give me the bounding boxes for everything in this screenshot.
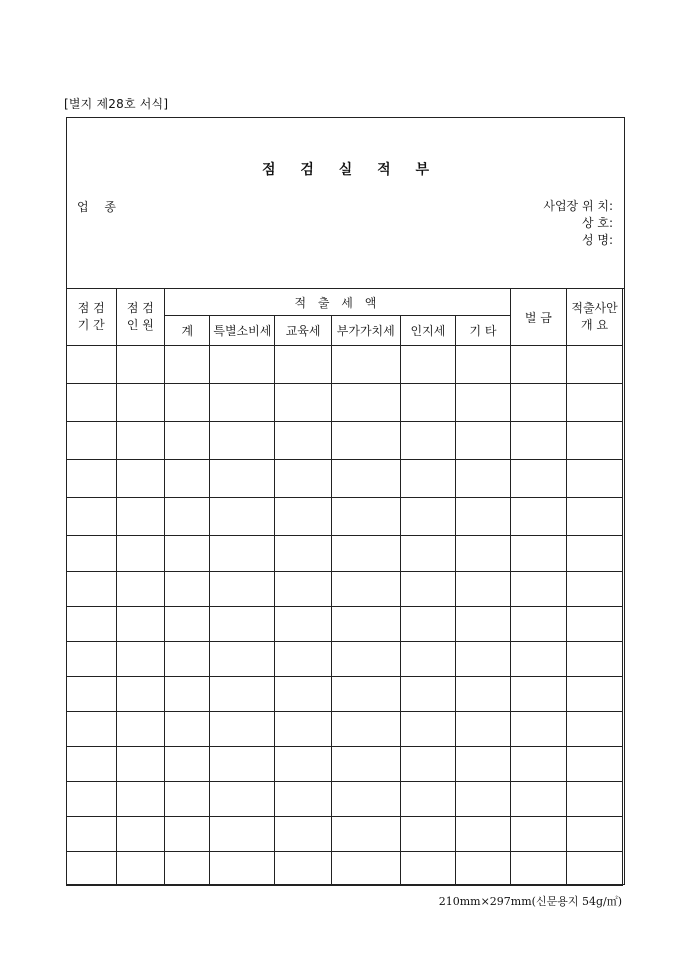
table-cell[interactable] bbox=[400, 852, 456, 886]
period-header-line1: 점 검 bbox=[77, 301, 105, 315]
table-cell[interactable] bbox=[331, 346, 400, 384]
table-cell[interactable] bbox=[567, 782, 623, 817]
table-cell[interactable] bbox=[275, 460, 332, 498]
period-header-line2: 기 간 bbox=[77, 318, 105, 332]
table-cell[interactable] bbox=[331, 536, 400, 572]
paper-spec-footer: 210mm×297mm(신문용지 54g/㎡) bbox=[438, 895, 622, 908]
table-cell[interactable] bbox=[210, 536, 275, 572]
table-cell[interactable] bbox=[275, 642, 332, 677]
table-cell[interactable] bbox=[567, 817, 623, 852]
table-cell[interactable] bbox=[400, 712, 456, 747]
table-cell[interactable] bbox=[510, 782, 566, 817]
table-cell[interactable] bbox=[400, 677, 456, 712]
table-cell[interactable] bbox=[116, 346, 165, 384]
fine-header: 벌 금 bbox=[510, 289, 566, 346]
table-cell[interactable] bbox=[510, 498, 566, 536]
table-cell[interactable] bbox=[116, 422, 165, 460]
table-cell[interactable] bbox=[510, 460, 566, 498]
table-cell[interactable] bbox=[67, 852, 117, 886]
table-cell[interactable] bbox=[67, 498, 117, 536]
table-cell[interactable] bbox=[67, 607, 117, 642]
staff-header-line1: 점 검 bbox=[126, 301, 154, 315]
table-cell[interactable] bbox=[116, 782, 165, 817]
table-cell[interactable] bbox=[456, 536, 510, 572]
table-cell[interactable] bbox=[400, 572, 456, 607]
table-cell[interactable] bbox=[510, 852, 566, 886]
table-cell[interactable] bbox=[567, 384, 623, 422]
table-cell[interactable] bbox=[210, 642, 275, 677]
inspection-period-header bbox=[67, 289, 117, 346]
table-cell[interactable] bbox=[567, 642, 623, 677]
subheader-special-consumption-tax: 특별소비세 bbox=[210, 316, 275, 346]
inspection-record-form bbox=[66, 117, 625, 885]
table-cell[interactable] bbox=[165, 712, 210, 747]
table-cell[interactable] bbox=[275, 536, 332, 572]
table-cell[interactable] bbox=[400, 747, 456, 782]
table-cell[interactable] bbox=[67, 536, 117, 572]
table-cell[interactable] bbox=[456, 817, 510, 852]
subheader-other: 기 타 bbox=[456, 316, 510, 346]
table-row bbox=[67, 422, 623, 460]
table-cell[interactable] bbox=[510, 346, 566, 384]
subheader-value-added-tax: 부가가치세 bbox=[331, 316, 400, 346]
table-cell[interactable] bbox=[210, 460, 275, 498]
table-cell[interactable] bbox=[400, 642, 456, 677]
table-cell[interactable] bbox=[165, 384, 210, 422]
table-cell[interactable] bbox=[165, 852, 210, 886]
table-cell[interactable] bbox=[510, 572, 566, 607]
form-number-label: [별지 제28호 서식] bbox=[64, 97, 169, 111]
table-cell[interactable] bbox=[331, 572, 400, 607]
table-cell[interactable] bbox=[510, 677, 566, 712]
table-cell[interactable] bbox=[210, 712, 275, 747]
table-cell[interactable] bbox=[210, 607, 275, 642]
table-cell[interactable] bbox=[567, 536, 623, 572]
table-cell[interactable] bbox=[275, 817, 332, 852]
table-cell[interactable] bbox=[510, 712, 566, 747]
table-row bbox=[67, 852, 623, 886]
table-cell[interactable] bbox=[275, 747, 332, 782]
table-cell[interactable] bbox=[67, 747, 117, 782]
table-cell[interactable] bbox=[510, 642, 566, 677]
inspection-record-table bbox=[66, 288, 623, 886]
table-cell[interactable] bbox=[275, 712, 332, 747]
form-title: 점 검 실 적 부 bbox=[261, 162, 440, 178]
table-cell[interactable] bbox=[331, 384, 400, 422]
table-cell[interactable] bbox=[510, 422, 566, 460]
table-row bbox=[67, 572, 623, 607]
table-cell[interactable] bbox=[210, 677, 275, 712]
table-cell[interactable] bbox=[116, 460, 165, 498]
table-cell[interactable] bbox=[331, 852, 400, 886]
table-body bbox=[67, 289, 623, 886]
table-cell[interactable] bbox=[456, 747, 510, 782]
table-cell[interactable] bbox=[400, 384, 456, 422]
subheader-stamp-tax: 인지세 bbox=[400, 316, 456, 346]
table-cell[interactable] bbox=[165, 747, 210, 782]
table-cell[interactable] bbox=[275, 607, 332, 642]
table-cell[interactable] bbox=[456, 498, 510, 536]
table-cell[interactable] bbox=[510, 817, 566, 852]
table-cell[interactable] bbox=[456, 572, 510, 607]
table-cell[interactable] bbox=[165, 817, 210, 852]
table-cell[interactable] bbox=[210, 422, 275, 460]
table-cell[interactable] bbox=[510, 384, 566, 422]
table-cell[interactable] bbox=[275, 782, 332, 817]
table-cell[interactable] bbox=[116, 384, 165, 422]
table-cell[interactable] bbox=[165, 572, 210, 607]
table-cell[interactable] bbox=[275, 346, 332, 384]
table-cell[interactable] bbox=[116, 712, 165, 747]
table-cell[interactable] bbox=[67, 642, 117, 677]
table-cell[interactable] bbox=[67, 817, 117, 852]
table-cell[interactable] bbox=[331, 782, 400, 817]
table-cell[interactable] bbox=[67, 346, 117, 384]
table-row bbox=[67, 677, 623, 712]
table-cell[interactable] bbox=[275, 677, 332, 712]
table-cell[interactable] bbox=[567, 346, 623, 384]
table-row bbox=[67, 498, 623, 536]
table-row bbox=[67, 747, 623, 782]
table-cell[interactable] bbox=[210, 346, 275, 384]
table-cell[interactable] bbox=[456, 642, 510, 677]
table-row bbox=[67, 384, 623, 422]
table-row bbox=[67, 460, 623, 498]
table-cell[interactable] bbox=[116, 572, 165, 607]
table-row bbox=[67, 642, 623, 677]
table-cell[interactable] bbox=[456, 852, 510, 886]
table-header-row bbox=[67, 289, 623, 316]
table-cell[interactable] bbox=[165, 536, 210, 572]
table-cell[interactable] bbox=[165, 460, 210, 498]
table-cell[interactable] bbox=[116, 677, 165, 712]
table-cell[interactable] bbox=[275, 498, 332, 536]
table-cell[interactable] bbox=[210, 384, 275, 422]
table-row bbox=[67, 712, 623, 747]
table-cell[interactable] bbox=[456, 782, 510, 817]
table-cell[interactable] bbox=[67, 422, 117, 460]
table-row bbox=[67, 782, 623, 817]
table-cell[interactable] bbox=[567, 498, 623, 536]
table-cell[interactable] bbox=[400, 817, 456, 852]
table-cell[interactable] bbox=[331, 460, 400, 498]
table-cell[interactable] bbox=[510, 747, 566, 782]
table-cell[interactable] bbox=[400, 346, 456, 384]
table-cell[interactable] bbox=[165, 422, 210, 460]
table-cell[interactable] bbox=[456, 607, 510, 642]
table-cell[interactable] bbox=[275, 852, 332, 886]
table-cell[interactable] bbox=[456, 677, 510, 712]
summary-header-line2: 개 요 bbox=[581, 318, 609, 332]
table-cell[interactable] bbox=[400, 607, 456, 642]
table-cell[interactable] bbox=[67, 384, 117, 422]
table-cell[interactable] bbox=[456, 460, 510, 498]
table-cell[interactable] bbox=[67, 677, 117, 712]
table-cell[interactable] bbox=[165, 498, 210, 536]
subheader-total: 계 bbox=[165, 316, 210, 346]
table-cell[interactable] bbox=[210, 817, 275, 852]
form-header bbox=[67, 118, 624, 289]
table-cell[interactable] bbox=[331, 498, 400, 536]
trade-name-label: 상 호: bbox=[581, 216, 613, 230]
table-cell[interactable] bbox=[400, 536, 456, 572]
business-info-block bbox=[543, 198, 613, 249]
table-row bbox=[67, 607, 623, 642]
business-location-label: 사업장 위 치: bbox=[543, 199, 613, 213]
table-cell[interactable] bbox=[67, 460, 117, 498]
table-cell[interactable] bbox=[210, 782, 275, 817]
table-cell[interactable] bbox=[116, 852, 165, 886]
table-cell[interactable] bbox=[567, 852, 623, 886]
table-cell[interactable] bbox=[116, 817, 165, 852]
table-cell[interactable] bbox=[400, 422, 456, 460]
table-cell[interactable] bbox=[165, 607, 210, 642]
inspection-staff-header bbox=[116, 289, 165, 346]
detection-summary-header bbox=[567, 289, 623, 346]
table-cell[interactable] bbox=[567, 677, 623, 712]
table-cell[interactable] bbox=[567, 460, 623, 498]
table-cell[interactable] bbox=[165, 782, 210, 817]
table-cell[interactable] bbox=[210, 498, 275, 536]
summary-header-line1: 적출사안 bbox=[571, 301, 618, 315]
table-cell[interactable] bbox=[210, 852, 275, 886]
table-cell[interactable] bbox=[567, 712, 623, 747]
table-cell[interactable] bbox=[567, 607, 623, 642]
table-cell[interactable] bbox=[331, 817, 400, 852]
table-cell[interactable] bbox=[331, 712, 400, 747]
table-cell[interactable] bbox=[456, 712, 510, 747]
detected-tax-header: 적 출 세 액 bbox=[165, 289, 511, 316]
table-cell[interactable] bbox=[116, 498, 165, 536]
table-cell[interactable] bbox=[116, 536, 165, 572]
table-cell[interactable] bbox=[331, 607, 400, 642]
table-cell[interactable] bbox=[165, 642, 210, 677]
table-cell[interactable] bbox=[116, 607, 165, 642]
table-cell[interactable] bbox=[210, 747, 275, 782]
table-cell[interactable] bbox=[165, 346, 210, 384]
table-cell[interactable] bbox=[67, 782, 117, 817]
table-row bbox=[67, 817, 623, 852]
table-cell[interactable] bbox=[165, 677, 210, 712]
table-cell[interactable] bbox=[456, 384, 510, 422]
table-row bbox=[67, 346, 623, 384]
table-cell[interactable] bbox=[567, 422, 623, 460]
table-cell[interactable] bbox=[275, 572, 332, 607]
table-cell[interactable] bbox=[567, 572, 623, 607]
table-cell[interactable] bbox=[400, 460, 456, 498]
table-cell[interactable] bbox=[67, 572, 117, 607]
table-cell[interactable] bbox=[510, 536, 566, 572]
table-cell[interactable] bbox=[67, 712, 117, 747]
table-cell[interactable] bbox=[400, 782, 456, 817]
table-cell[interactable] bbox=[400, 498, 456, 536]
table-cell[interactable] bbox=[116, 642, 165, 677]
representative-name-label: 성 명: bbox=[581, 233, 613, 247]
subheader-education-tax: 교육세 bbox=[275, 316, 332, 346]
table-cell[interactable] bbox=[116, 747, 165, 782]
table-cell[interactable] bbox=[331, 677, 400, 712]
table-cell[interactable] bbox=[510, 607, 566, 642]
business-type-label: 업 종 bbox=[77, 200, 122, 214]
table-cell[interactable] bbox=[331, 422, 400, 460]
table-row bbox=[67, 536, 623, 572]
table-cell[interactable] bbox=[331, 747, 400, 782]
table-cell[interactable] bbox=[331, 642, 400, 677]
staff-header-line2: 인 원 bbox=[126, 318, 154, 332]
table-cell[interactable] bbox=[275, 422, 332, 460]
table-cell[interactable] bbox=[210, 572, 275, 607]
table-cell[interactable] bbox=[456, 422, 510, 460]
table-cell[interactable] bbox=[456, 346, 510, 384]
table-cell[interactable] bbox=[567, 747, 623, 782]
table-cell[interactable] bbox=[275, 384, 332, 422]
